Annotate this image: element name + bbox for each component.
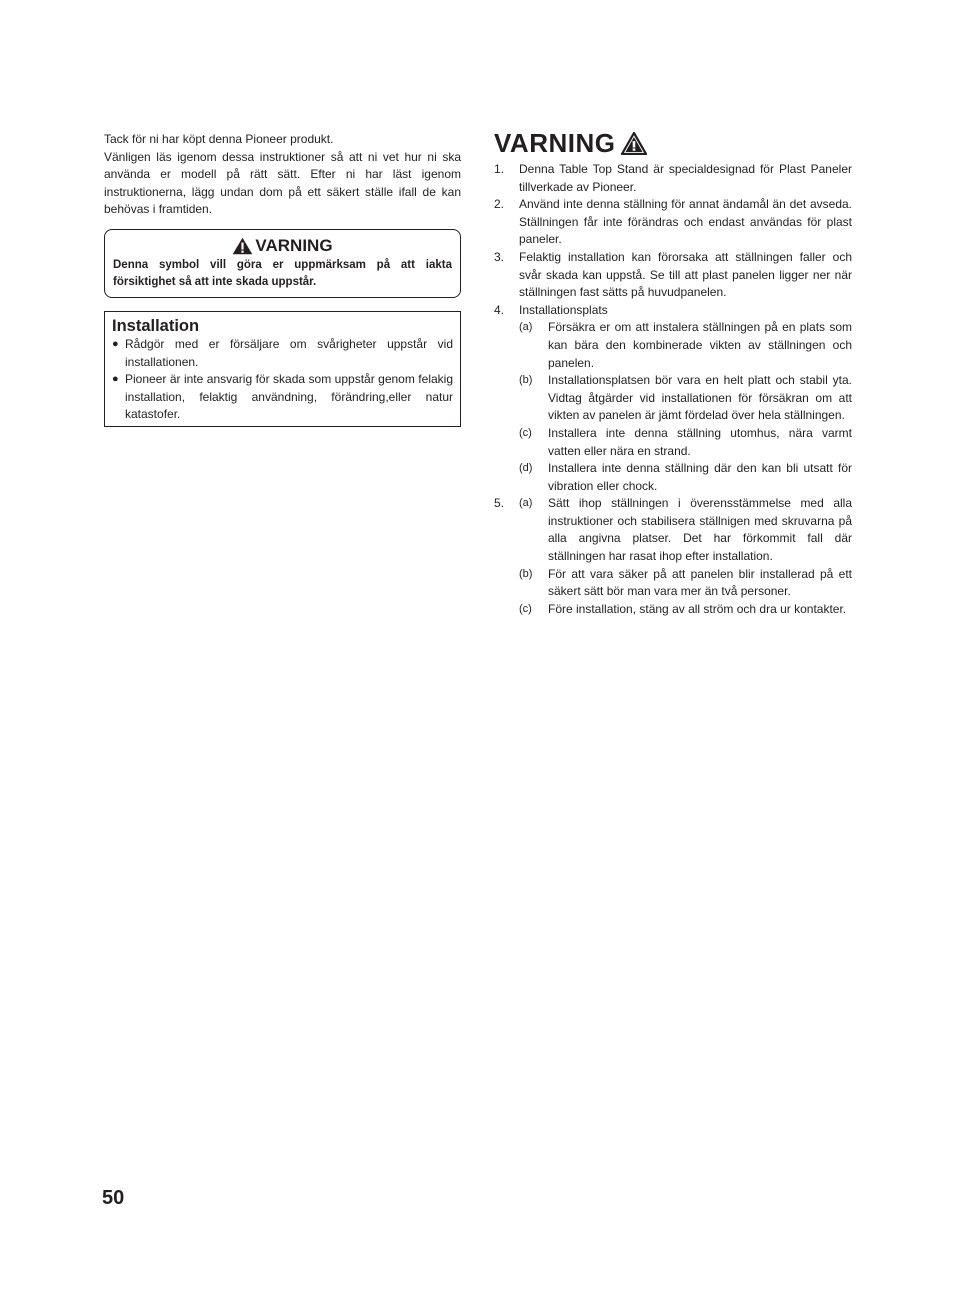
sub-item: (c) Installera inte denna ställning utomhus, nära varmt vatten eller nära en strand. bbox=[519, 425, 852, 458]
intro-thanks: Tack för ni har köpt denna Pioneer produkt. bbox=[104, 132, 334, 146]
list-item: 2. Använd inte denna ställning för annat ändamål än det avseda. Ställningen får inte förändras och endast användas för plast paneler. bbox=[494, 197, 852, 247]
list-item: 5. (a) Sätt ihop ställningen i överensstämmelse med alla instruktioner och stabilisera ställnigen med skruvarna på alla angivna platser. Det har förkommit fall där ställningen har rasat ihop efter installation. bbox=[494, 495, 852, 565]
sub-item: (a) Sätt ihop ställningen i överensstämmelse med alla instruktioner och stabilisera ställnigen med skruvarna på alla angivna platser. Det har förkommit fall där ställningen har rasat ihop efter installation. bbox=[519, 496, 852, 564]
bullet-icon: ● bbox=[112, 373, 119, 386]
warning-box bbox=[104, 229, 461, 298]
bullet-icon: ● bbox=[112, 338, 119, 350]
warning-triangle-icon bbox=[621, 132, 647, 155]
intro-instructions: Vänligen läs igenom dessa instruktioner så att ni vet hur ni ska använda er modell på rätt sätt. Efter ni har läst igenom instruktionerna, lägg undan dom på ett säkert ställe ifall de kan behövas i framtiden. bbox=[104, 149, 461, 217]
page-number: 50 bbox=[102, 1187, 125, 1209]
main-title bbox=[494, 128, 852, 158]
intro-section bbox=[104, 131, 461, 219]
installation-box bbox=[104, 311, 461, 427]
sub-item: (b) Installationsplatsen bör vara en helt platt och stabil yta. Vidtag åtgärder vid installationen för försäkran om att vikten av panelen är jämt fördelad över hela ställningen. bbox=[519, 373, 852, 423]
sub-item: (a) Försäkra er om att instalera ställningen på en plats som kan bära den kombinerade vikten av ställningen och panelen. bbox=[519, 320, 852, 370]
sub-item: (b) För att vara säker på att panelen blir installerad på ett säkert sätt bör man vara mer än två personer. bbox=[519, 566, 852, 599]
warning-triangle-icon bbox=[232, 237, 253, 255]
list-item: 1. Denna Table Top Stand är specialdesignad för Plast Paneler tillverkade av Pioneer. bbox=[494, 162, 852, 194]
warning-box-title bbox=[113, 236, 452, 256]
main-title-text: VARNING bbox=[494, 128, 616, 158]
list-item: 4. Installationsplats bbox=[494, 302, 608, 317]
list-item: 3. Felaktig installation kan förorsaka att ställningen faller och svår skada kan uppstå. Se till att plast panelen ligger ner när ställningen fast sätts på huvudpanelen. bbox=[494, 249, 852, 300]
installation-bullet: ● Pioneer är inte ansvarig för skada som uppstår genom felakig installation, felaktig användning, förändring,eller natur katastofer. bbox=[112, 371, 453, 424]
sub-item: (c) Före installation, stäng av all ström och dra ur kontakter. bbox=[519, 601, 847, 616]
warning-box-body: Denna symbol vill göra er uppmärksam på att iakta försiktighet så att inte skada uppstår. bbox=[113, 259, 452, 288]
warning-box-title-text: VARNING bbox=[255, 236, 333, 255]
installation-title: Installation bbox=[112, 317, 200, 335]
main-warning-section bbox=[494, 128, 852, 618]
sub-item: (d) Installera inte denna ställning där den kan bli utsatt för vibration eller chock. bbox=[519, 461, 852, 493]
installation-bullet: ● Rådgör med er försäljare om svårigheter uppstår vid installationen. bbox=[112, 336, 453, 371]
